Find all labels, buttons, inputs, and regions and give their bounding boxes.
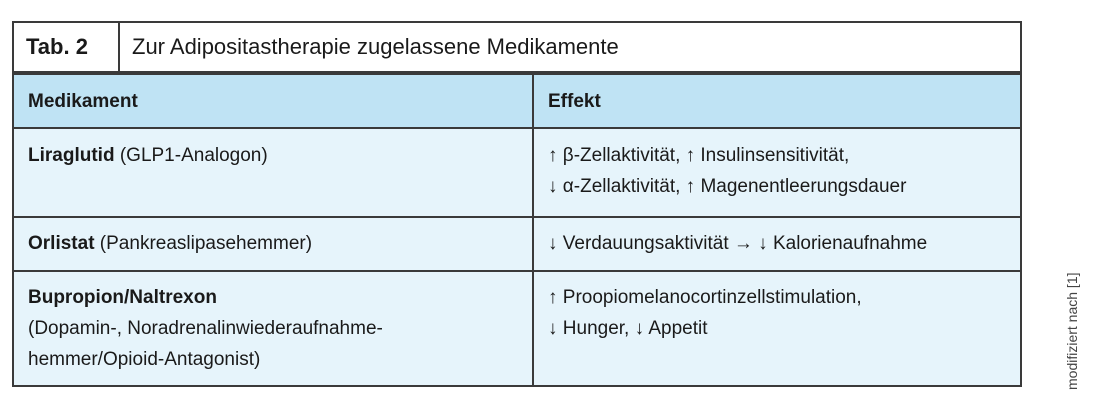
table-row [13,128,1021,217]
header-medikament: Medikament [13,74,533,128]
table-header-row [13,74,1021,128]
effect-cell [533,217,1021,271]
effect-line: ↑ β-Zellaktivität, ↑ Insulinsensitivität, [548,145,850,166]
effect-cell [533,271,1021,386]
table-label: Tab. 2 [14,23,120,71]
effect-line: ↓ Verdauungsaktivität → ↓ Kalorienaufnahme [548,233,928,254]
drug-detail-line: hemmer/Opioid-Antagonist) [28,349,261,370]
effect-line: ↓ α-Zellaktivität, ↑ Magenentleerungsdauer [548,176,907,197]
table-row [13,271,1021,386]
table-title-row [12,21,1022,73]
effect-cell [533,128,1021,217]
drug-cell [13,271,533,386]
drug-cell [13,128,533,217]
drug-detail-line: (Dopamin-, Noradrenalinwiederaufnahme- [28,318,383,339]
table-title: Zur Adipositastherapie zugelassene Medikamente [132,34,619,59]
drug-name: Bupropion/Naltrexon [28,287,217,308]
drug-detail: (GLP1-Analogon) [114,145,268,166]
source-note: modifiziert nach [1] [1064,272,1080,390]
drug-detail: (Pankreaslipasehemmer) [94,233,313,254]
header-effekt: Effekt [533,74,1021,128]
drug-name: Liraglutid [28,145,115,166]
medication-table [12,21,1022,387]
effect-line: ↓ Hunger, ↓ Appetit [548,318,708,339]
drug-cell [13,217,533,271]
table-body [12,73,1022,387]
drug-name: Orlistat [28,233,95,254]
effect-line: ↑ Proopiomelanocortinzellstimulation, [548,287,862,308]
table-row [13,217,1021,271]
